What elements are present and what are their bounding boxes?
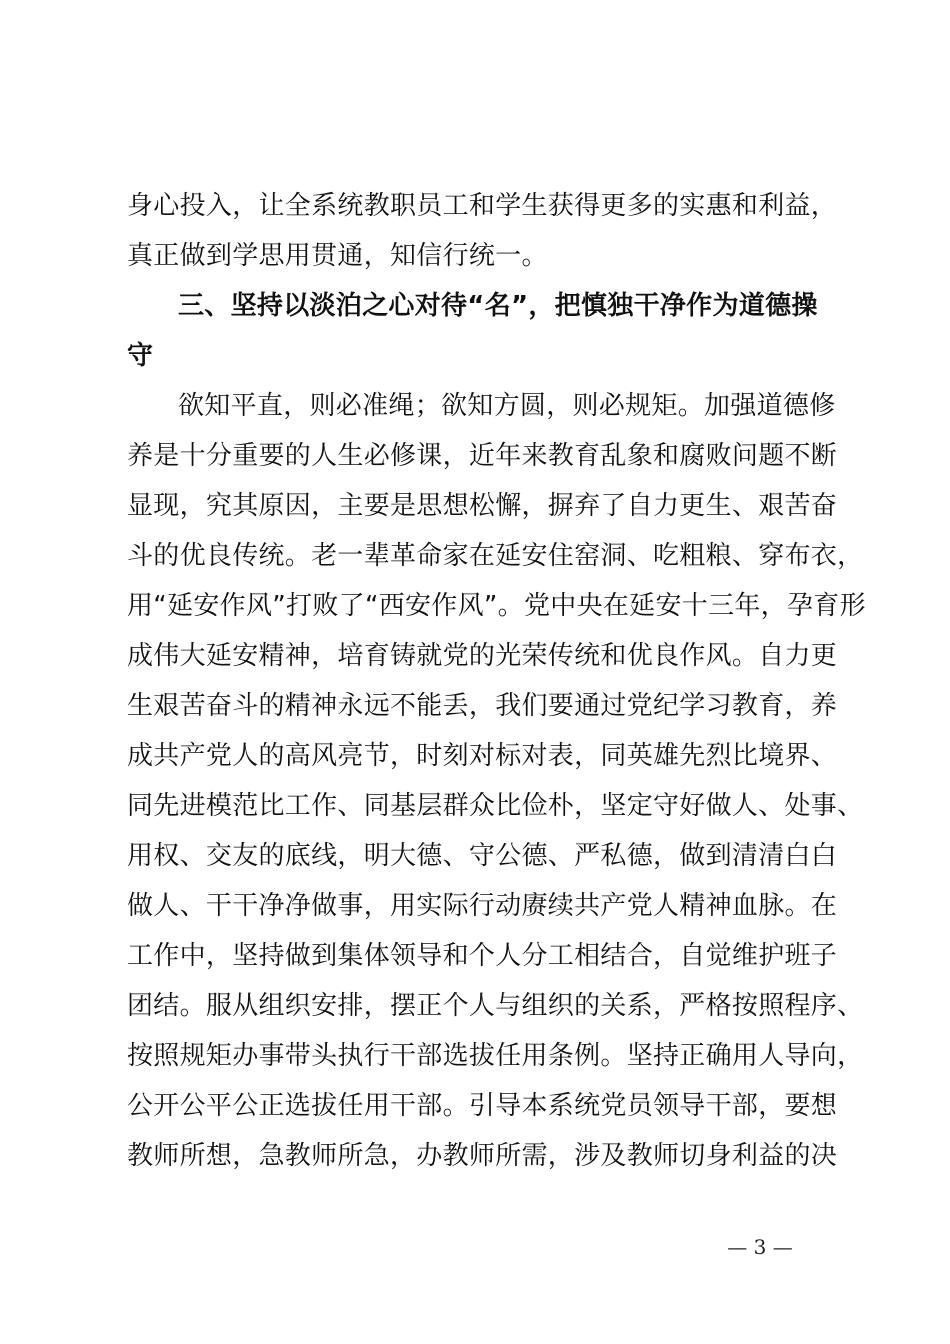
body-paragraph-line: 教师所想，急教师所急，办教师所需，涉及教师切身利益的决: [127, 1141, 838, 1171]
section-heading: 三、坚持以淡泊之心对待“名”，把慎独干净作为道德操: [178, 291, 818, 321]
body-paragraph-line: 养是十分重要的人生必修课，近年来教育乱象和腐败问题不断: [127, 441, 838, 471]
body-paragraph-line: 用权、交友的底线，明大德、守公德、严私德，做到清清白白: [127, 841, 838, 871]
body-paragraph-line: 按照规矩办事带头执行干部选拔任用条例。坚持正确用人导向，: [127, 1041, 864, 1071]
body-paragraph-line: 用“延安作风”打败了“西安作风”。党中央在延安十三年，孕育形: [127, 591, 866, 621]
body-paragraph-line: 做人、干干净净做事，用实际行动赓续共产党人精神血脉。在: [127, 891, 838, 921]
body-paragraph-line: 成伟大延安精神，培育铸就党的光荣传统和优良作风。自力更: [127, 641, 838, 671]
intro-line: 身心投入，让全系统教职员工和学生获得更多的实惠和利益，: [127, 191, 838, 221]
section-heading-continuation: 守: [127, 341, 154, 371]
body-paragraph-line: 成共产党人的高风亮节，时刻对标对表，同英雄先烈比境界、: [127, 741, 838, 771]
body-paragraph-line: 公开公平公正选拔任用干部。引导本系统党员领导干部，要想: [127, 1091, 838, 1121]
body-paragraph-line: 显现，究其原因，主要是思想松懈，摒弃了自力更生、艰苦奋: [127, 491, 838, 521]
body-paragraph-line: 工作中，坚持做到集体领导和个人分工相结合，自觉维护班子: [127, 941, 838, 971]
body-paragraph-line: 欲知平直，则必准绳；欲知方圆，则必规矩。加强道德修: [178, 391, 836, 421]
body-paragraph-line: 团结。服从组织安排，摆正个人与组织的关系，严格按照程序、: [127, 991, 864, 1021]
page-number: — 3 —: [727, 1235, 793, 1259]
body-paragraph-line: 生艰苦奋斗的精神永远不能丢，我们要通过党纪学习教育，养: [127, 691, 838, 721]
intro-line: 真正做到学思用贯通，知信行统一。: [127, 241, 548, 271]
body-paragraph-line: 同先进模范比工作、同基层群众比俭朴，坚定守好做人、处事、: [127, 791, 864, 821]
body-paragraph-line: 斗的优良传统。老一辈革命家在延安住窑洞、吃粗粮、穿布衣，: [127, 541, 864, 571]
